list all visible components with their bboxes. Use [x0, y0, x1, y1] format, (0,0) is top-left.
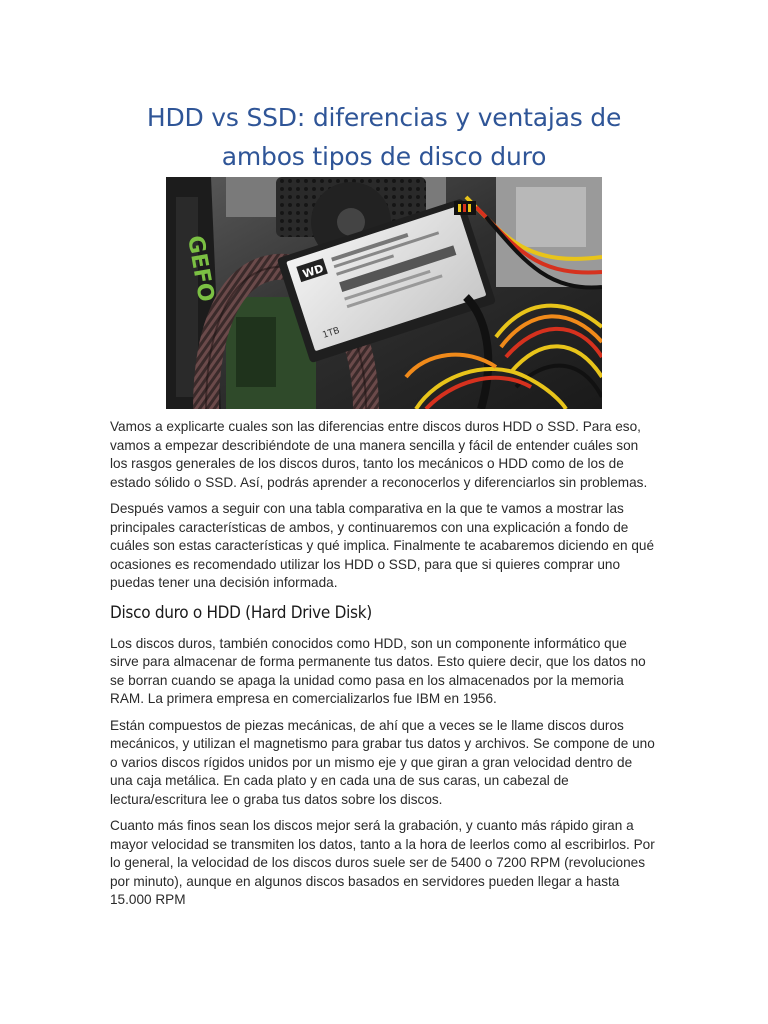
section-paragraph-3: Cuanto más finos sean los discos mejor será la grabación, y cuanto más rápido giran a mayor velocidad se transmiten los datos, tanto a la hora de leerlos como al escribirlos. Por lo general, la velocidad de los discos duros suele ser de 5400 o 7200 RPM (revoluciones por minuto), aunque en algunos discos basados en servidores pueden llegar a hasta 15.000 RPM — [110, 818, 655, 907]
gpu-brand-label: GEFO — [182, 233, 219, 304]
page-title-line-2: ambos tipos de disco duro — [221, 142, 547, 171]
intro-paragraph-1: Vamos a explicarte cuales son las diferencias entre discos duros HDD o SSD. Para eso, vamos a empezar describiéndote de una manera sencilla y fácil de entender cuáles son los rasgos generales de los discos duros, tanto los mecánicos o HDD como de los de estado sólido o SSD. Así, podrás aprender a reconocerlos y diferenciarlos sin problemas. — [110, 419, 648, 490]
article-body — [110, 418, 658, 918]
ssd-brand-label: WD — [301, 261, 326, 281]
section-heading: Disco duro o HDD (Hard Drive Disk) — [110, 602, 372, 623]
hero-image — [166, 177, 602, 409]
page-title-line-1: HDD vs SSD: diferencias y ventajas de — [146, 103, 622, 132]
intro-paragraph-2: Después vamos a seguir con una tabla comparativa en la que te vamos a mostrar las principales características de ambos, y continuaremos con una explicación a fondo de cuáles son estas características y qué implica. Finalmente te acabaremos diciendo en qué ocasiones es recomendado utilizar los HDD o SSD, para que si quieres comprar uno puedas tener una decisión informada. — [110, 501, 655, 590]
page-title — [100, 98, 668, 176]
section-paragraph-2: Están compuestos de piezas mecánicas, de ahí que a veces se le llame discos duros mecánicos, y utilizan el magnetismo para grabar tus datos y archivos. Se compone de uno o varios discos rígidos unidos por un mismo eje y que giran a gran velocidad dentro de una caja metálica. En cada plato y en cada una de sus caras, un cabezal de lectura/escritura lee o graba tus datos sobre los discos. — [110, 717, 655, 807]
section-paragraph-1: Los discos duros, también conocidos como HDD, son un componente informático que sirve para almacenar de forma permanente tus datos. Esto quiere decir, que los datos no se borran cuando se apaga la unidad como pasa en los almacenados por la memoria RAM. La primera empresa en comercializarlos fue IBM en 1956. — [110, 635, 646, 706]
ssd-capacity-label: 1TB — [321, 325, 342, 341]
